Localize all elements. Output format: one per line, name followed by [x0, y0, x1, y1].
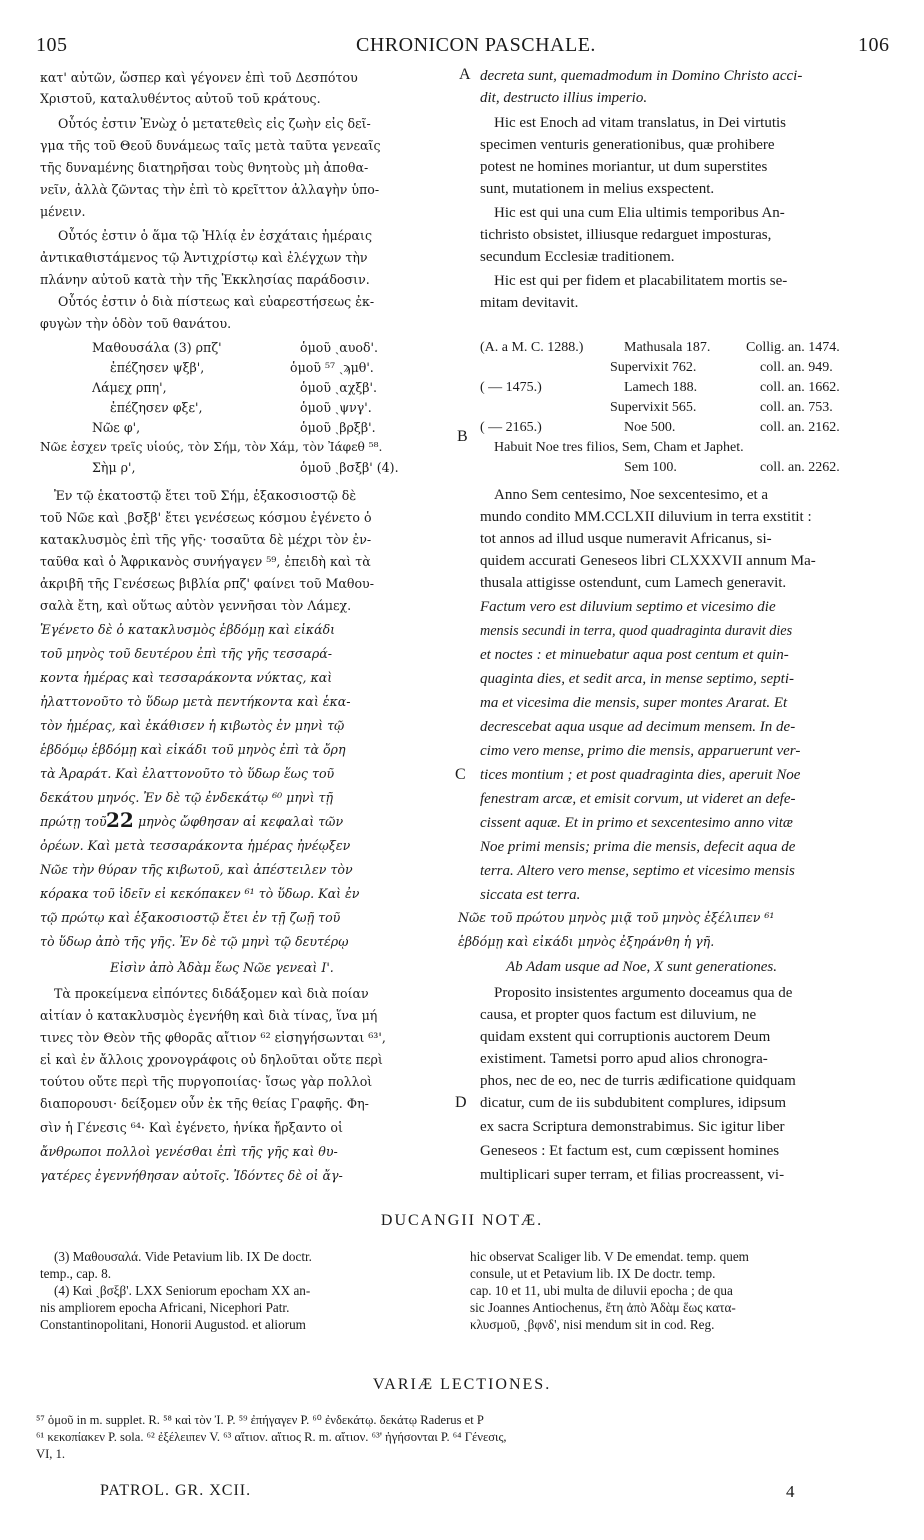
latin-line: dit, destructo illius imperio. — [480, 90, 648, 106]
latin-table-cell: coll. an. 949. — [760, 360, 833, 375]
latin-line: tices montium ; et post quadraginta dies, aperuit Noe — [480, 767, 801, 783]
greek-line: σαλὰ ἔτη, καὶ οὕτως αὐτὸν γεννῆσαι τὸν Λάμεχ. — [40, 598, 352, 613]
latin-line: Anno Sem centesimo, Noe sexcentesimo, et a — [494, 487, 769, 503]
cross-column-line: ἑβδόμῃ καὶ εἰκάδι μηνὸς ἐξηράνθη ἡ γῆ. — [458, 934, 715, 949]
margin-letter-a: A — [459, 66, 471, 83]
latin-line: multiplicari super terram, et filias procreassent, vi- — [480, 1167, 785, 1183]
variant-line: VI, 1. — [36, 1447, 66, 1461]
latin-line: quaginta dies, et sedit arca, in mense septimo, septi- — [480, 671, 794, 687]
greek-table-cell: ὁμοῦ ˏβρξβ'. — [300, 420, 376, 435]
greek-line: Χριστοῦ, καταλυθέντος αὐτοῦ τοῦ κράτους. — [40, 91, 321, 106]
note-line: sic Joannes Antiochenus, ἔτη ἀπὸ Ἀδὰμ ἕως κατα- — [470, 1300, 736, 1315]
latin-table-cell: Habuit Noe tres filios, Sem, Cham et Japhet. — [494, 440, 744, 455]
variae-lectiones-heading: VARIÆ LECTIONES. — [372, 1376, 552, 1393]
greek-line: Ἐγένετο δὲ ὁ κατακλυσμὸς ἑβδόμῃ καὶ εἰκάδι — [40, 622, 336, 637]
greek-line: Οὗτός ἐστιν Ἐνὼχ ὁ μετατεθεὶς εἰς ζωὴν εἰς δεῖ- — [58, 116, 371, 131]
latin-table-cell: coll. an. 2262. — [760, 460, 840, 475]
footer-gathering-mark: 4 — [786, 1482, 795, 1501]
greek-line: ἠλαττονοῦτο τὸ ὕδωρ μετὰ πεντήκοντα καὶ ἑκα- — [40, 694, 351, 709]
greek-table-cell: ὁμοῦ ˏαχξβ'. — [300, 380, 378, 395]
latin-line: cissent aquæ. Et in primo et sexcentesimo anno vitæ — [480, 815, 793, 831]
latin-line: sunt, mutationem in melius exspectent. — [480, 181, 715, 197]
greek-line: ἑβδόμῳ ἑβδόμῃ καὶ εἰκάδι τοῦ μηνὸς ἐπὶ τὰ ὄρη — [40, 742, 346, 757]
greek-line: τὸ ὕδωρ ἀπὸ τῆς γῆς. Ἐν δὲ τῷ μηνὶ τῷ δευτέρῳ — [40, 934, 349, 949]
latin-line: potest ne homines moriantur, ut dum superstites — [480, 159, 768, 175]
greek-line: Οὗτός ἐστιν ὁ ἅμα τῷ Ἠλίᾳ ἐν ἐσχάταις ἡμέραις — [58, 228, 373, 243]
latin-table-cell: coll. an. 753. — [760, 400, 833, 415]
greek-line: φυγὼν τὴν ὁδὸν τοῦ θανάτου. — [40, 316, 232, 331]
latin-line: mitam devitavit. — [480, 295, 579, 311]
greek-line: γμα τῆς τοῦ Θεοῦ δυνάμεως ταῖς μετὰ ταῦτα γενεαῖς — [40, 138, 381, 153]
greek-line: τούτου οὔτε περὶ τῆς πυργοποιίας· ἴσως γὰρ πολλοὶ — [40, 1074, 373, 1089]
latin-table-cell: Supervixit 762. — [610, 360, 697, 375]
greek-table-cell: ὁμοῦ ˏβσξβ' (4). — [300, 460, 399, 475]
latin-table-cell: Collig. an. 1474. — [746, 340, 840, 355]
greek-line: τοῦ μηνὸς τοῦ δευτέρου ἐπὶ τῆς γῆς τεσσαρά- — [40, 646, 333, 661]
folio-number: 22 — [106, 808, 134, 832]
greek-table-cell: Σὴμ ρ', — [92, 460, 136, 475]
note-line: consule, ut et Petavium lib. IX De doctr. temp. — [470, 1266, 716, 1281]
cross-column-line: Νῶε τοῦ πρώτου μηνὸς μιᾷ τοῦ μηνὸς ἐξέλιπεν ⁶¹ — [458, 910, 775, 925]
greek-line: σὶν ἡ Γένεσις ⁶⁴· Καὶ ἐγένετο, ἡνίκα ἤρξαντο οἱ — [40, 1120, 343, 1135]
greek-line: Οὗτός ἐστιν ὁ διὰ πίστεως καὶ εὐαρεστήσεως ἐκ- — [58, 294, 375, 309]
variant-line: ⁵⁷ ὁμοῦ in m. supplet. R. ⁵⁸ καὶ τὸν Ἰ. P. ⁵⁹ ἐπήγαγεν P. ⁶⁰ ἐνδεκάτῳ. δεκάτῳ Raderus et P — [36, 1413, 484, 1427]
latin-line: cimo vero mense, primo die mensis, apparuerunt ver- — [480, 743, 801, 759]
latin-line: causa, et propter quos factum est diluvium, ne — [480, 1007, 757, 1023]
note-line: Constantinopolitani, Honorii Augustod. et aliorum — [40, 1317, 306, 1332]
latin-line: terra. Altero vero mense, septimo et vicesimo mensis — [480, 863, 795, 879]
latin-table-cell: Mathusala 187. — [624, 340, 711, 355]
variant-line: ⁶¹ κεκοπίακεν P. sola. ⁶² ἐξέλειπεν V. ⁶³ αἴτιον. αἴτιος R. m. αἴτιον. ⁶³' ἡγήσονται P. ⁶⁴ Γένεσις, — [36, 1430, 507, 1444]
greek-line: τῷ πρώτῳ καὶ ἑξακοσιοστῷ ἔτει ἐν τῇ ζωῇ τοῦ — [40, 910, 341, 925]
greek-table-cell: ἐπέζησεν φξε', — [110, 400, 203, 415]
latin-line: quidem accurati Geneseos libri CLXXXVII annum Ma- — [480, 553, 816, 569]
greek-line: μένειν. — [40, 204, 86, 219]
page-number-right: 106 — [858, 34, 890, 56]
latin-table-cell: (A. a M. C. 1288.) — [480, 340, 584, 355]
latin-line: ex sacra Scriptura demonstrabimus. Sic igitur liber — [480, 1119, 785, 1135]
latin-line: secundum Ecclesiæ traditionem. — [480, 249, 675, 265]
latin-line: Hic est qui per fidem et placabilitatem mortis se- — [494, 273, 788, 289]
latin-line: Proposito insistentes argumento doceamus qua de — [494, 985, 793, 1001]
greek-line: κατακλυσμὸς ἐπὶ τῆς γῆς· τοσαῦτα δὲ μέχρι τὸν ἐν- — [40, 532, 372, 547]
greek-line: τῆς δυναμένης διατηρῆσαι τοὺς θνητοὺς μὴ ἀποθα- — [40, 160, 369, 175]
greek-table-cell: ὁμοῦ ˏαυοδ'. — [300, 340, 378, 355]
note-line: hic observat Scaliger lib. V De emendat. temp. quem — [470, 1249, 749, 1264]
margin-letter-c: C — [455, 766, 466, 783]
latin-line: thusala attigisse ostendunt, cum Lamech generavit. — [480, 575, 787, 591]
note-line: (3) Μαθουσαλά. Vide Petavium lib. IX De doctr. — [54, 1249, 312, 1264]
latin-line: mensis secundi in terra, quod quadraginta duravit dies — [480, 623, 793, 639]
greek-line: ἀντικαθιστάμενος τῷ Ἀντιχρίστῳ καὶ ἐλέγχων τὴν — [40, 250, 368, 265]
greek-line: εἰ καὶ ἐν ἄλλοις χρονογράφοις οὐ δηλοῦται οὔτε περὶ — [40, 1052, 383, 1067]
note-line: κλυσμοῦ, ˏβφνδ', nisi mendum sit in cod. Reg. — [470, 1317, 715, 1332]
latin-line: Geneseos : Et factum est, cum cœpissent homines — [480, 1143, 780, 1159]
greek-table-cell: ἐπέζησεν ψξβ', — [110, 360, 205, 375]
greek-line: ἄνθρωποι πολλοὶ γενέσθαι ἐπὶ τῆς γῆς καὶ θυ- — [40, 1144, 338, 1159]
greek-line: νεῖν, ἀλλὰ ζῶντας τὴν ἐπὶ τὸ κρεῖττον ἀλλαγὴν ὑπο- — [40, 182, 380, 197]
greek-line: τὰ Ἀραράτ. Καὶ ἐλαττονοῦτο τὸ ὕδωρ ἕως τοῦ — [40, 766, 335, 781]
greek-line: πρώτῃ τοῦ — [40, 814, 107, 829]
latin-table-cell: Supervixit 565. — [610, 400, 697, 415]
note-line: temp., cap. 8. — [40, 1266, 112, 1281]
latin-line: Hic est Enoch ad vitam translatus, in Dei virtutis — [494, 115, 787, 131]
note-line: (4) Καὶ ˏβσξβ'. LXX Seniorum epocham XX an- — [54, 1283, 311, 1298]
greek-line: Εἰσὶν ἀπὸ Ἀδὰμ ἕως Νῶε γενεαὶ Ι'. — [110, 960, 334, 975]
greek-line: διαπορουσι· δείξομεν οὖν ἐκ τῆς θείας Γραφῆς. Φη- — [40, 1096, 369, 1111]
greek-table-cell: Νῶε ἐσχεν τρεῖς υἱούς, τὸν Σήμ, τὸν Χάμ, τὸν Ἰάφεθ ⁵⁸. — [40, 440, 383, 454]
footer-signature: PATROL. GR. XCII. — [100, 1482, 252, 1499]
latin-line: ma et vicesima die mensis, super montes Ararat. Et — [480, 695, 788, 711]
greek-line: κόρακα τοῦ ἰδεῖν εἰ κεκόπακεν ⁶¹ τὸ ὕδωρ. Καὶ ἐν — [40, 886, 360, 901]
greek-line: Νῶε τὴν θύραν τῆς κιβωτοῦ, καὶ ἀπέστειλεν τὸν — [40, 862, 353, 877]
margin-letter-d: D — [455, 1094, 467, 1111]
greek-line: πλάνην αὐτοῦ κατὰ τὴν τῆς Ἐκκλησίας παράδοσιν. — [40, 272, 370, 287]
greek-line: Τὰ προκείμενα εἰπόντες διδάξομεν καὶ διὰ ποίαν — [54, 986, 369, 1001]
latin-table-cell: ( — 1475.) — [480, 380, 542, 395]
latin-line: Factum vero est diluvium septimo et vicesimo die — [480, 599, 776, 615]
greek-table-cell: ὁμοῦ ⁵⁷ ˏϡμθ'. — [290, 360, 374, 375]
running-title: CHRONICON PASCHALE. — [356, 34, 596, 56]
latin-line: quidam exstent qui corruptionis auctorem Deum — [480, 1029, 771, 1045]
latin-table-cell: Noe 500. — [624, 420, 676, 435]
latin-line: tichristo obsistet, illiusque redarguet imposturas, — [480, 227, 772, 243]
note-line: nis ampliorem epocha Africani, Nicephori Patr. — [40, 1300, 290, 1315]
greek-table-cell: Νῶε φ', — [92, 420, 141, 435]
greek-line: τοῦ Νῶε καὶ ˏβσξβ' ἔτει γενέσεως κόσμου ἐγένετο ὁ — [40, 510, 372, 525]
latin-line: tot annos ad illud usque numeravit Africanus, si- — [480, 531, 772, 547]
latin-line: decreta sunt, quemadmodum in Domino Christo acci- — [480, 68, 803, 84]
greek-table-cell: ὁμοῦ ˏψνγ'. — [300, 400, 372, 415]
ducange-notes-heading: DUCANGII NOTÆ. — [380, 1212, 544, 1229]
latin-line: existiment. Tametsi porro apud alios chronogra- — [480, 1051, 768, 1067]
greek-line: κοντα ἡμέρας καὶ τεσσαράκοντα νύκτας, καὶ — [40, 670, 333, 685]
latin-line: dicatur, cum de iis subdubitent complures, idipsum — [480, 1095, 787, 1111]
latin-line: mundo condito MM.CCLXII diluvium in terra exstitit : — [480, 509, 812, 525]
note-line: cap. 10 et 11, ubi multa de diluvii epocha ; de qua — [470, 1283, 733, 1298]
greek-table-cell: Λάμεχ ρπη', — [92, 380, 167, 395]
latin-table-cell: coll. an. 2162. — [760, 420, 840, 435]
latin-line: phos, nec de eo, nec de turris ædificatione quidquam — [480, 1073, 796, 1089]
latin-table-cell: coll. an. 1662. — [760, 380, 840, 395]
page-number-left: 105 — [36, 34, 68, 56]
greek-line: κατ' αὐτῶν, ὥσπερ καὶ γέγονεν ἐπὶ τοῦ Δεσπότου — [40, 70, 358, 85]
greek-table-cell: Μαθουσάλα (3) ρπζ' — [92, 340, 222, 355]
greek-line: ὀρέων. Καὶ μετὰ τεσσαράκοντα ἡμέρας ἠνέῳξεν — [40, 838, 351, 853]
greek-line: αἰτίαν ὁ κατακλυσμὸς ἐγενήθη καὶ διὰ τίνας, ἵνα μή — [40, 1008, 378, 1023]
greek-line: γατέρες ἐγεννήθησαν αὐτοῖς. Ἰδόντες δὲ οἱ ἄγ- — [40, 1168, 343, 1183]
latin-line: fenestram arcæ, et emisit corvum, ut videret an defe- — [480, 791, 796, 807]
greek-line: τὸν ἡμέρας, καὶ ἐκάθισεν ἡ κιβωτὸς ἐν μηνὶ τῷ — [40, 718, 345, 733]
greek-line: δεκάτου μηνός. Ἐν δὲ τῷ ἐνδεκάτῳ ⁶⁰ μηνὶ τῇ — [40, 790, 334, 805]
latin-line: Hic est qui una cum Elia ultimis temporibus An- — [494, 205, 785, 221]
latin-line: Noe primi mensis; prima die mensis, defecit aqua de — [480, 839, 796, 855]
latin-table-cell: ( — 2165.) — [480, 420, 542, 435]
greek-line: Ἐν τῷ ἑκατοστῷ ἔτει τοῦ Σήμ, ἑξακοσιοστῷ δὲ — [54, 488, 357, 503]
greek-line: ταῦθα καὶ ὁ Ἀφρικανὸς συνήγαγεν ⁵⁹, ἐπειδὴ καὶ τὰ — [40, 554, 371, 569]
latin-line: decrescebat aqua usque ad decimum mensem. In de- — [480, 719, 796, 735]
greek-line: ἀκριβῆ τῆς Γενέσεως βιβλία ρπζ' φαίνει τοῦ Μαθου- — [40, 576, 374, 591]
greek-line: μηνὸς ὤφθησαν αἱ κεφαλαὶ τῶν — [138, 814, 344, 829]
latin-line: Ab Adam usque ad Noe, X sunt generationes. — [506, 959, 777, 975]
margin-letter-b: B — [457, 428, 468, 445]
latin-table-cell: Lamech 188. — [624, 380, 698, 395]
greek-line: τινες τὸν Θεὸν τῆς φθορᾶς αἴτιον ⁶² εἰσηγήσωνται ⁶³', — [40, 1030, 386, 1045]
latin-line: specimen venturis generationibus, quæ prohibere — [480, 137, 775, 153]
latin-line: et noctes : et minuebatur aqua post centum et quin- — [480, 647, 789, 663]
latin-table-cell: Sem 100. — [624, 460, 677, 475]
latin-line: siccata est terra. — [480, 887, 581, 903]
